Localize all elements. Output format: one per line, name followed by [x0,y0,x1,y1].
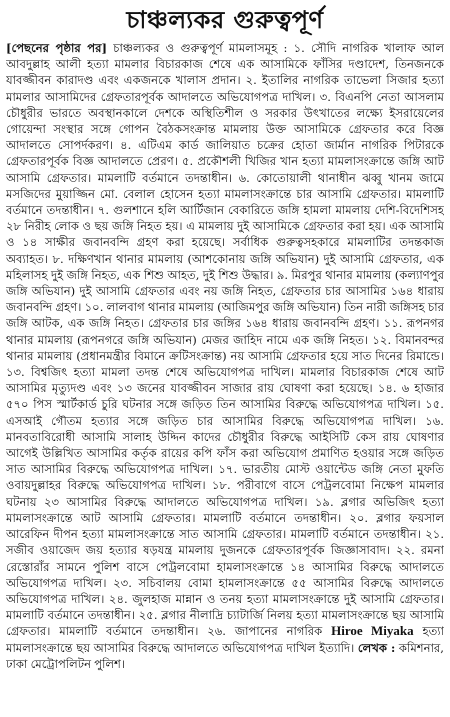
article-body-part-1: চাঞ্চল্যকর ও গুরুত্বপূর্ণ মামলাসমূহ : ১. সৌদি নাগরিক খালাফ আল আবদুল্লাহ আলী হত্যা মামলার বিচারকাজ শেষে এক আসামিকে ফাঁসির দণ্ডাদেশ, তিনজনকে যাবজ্জীবন কারাদণ্ড এবং একজনকে খালাস প্রদান। ২. ইতালির নাগরিক তাভেলা সিজার হত্যা মামলার আসামিদের গ্রেফতারপূর্বক আদালতে অভিযোগপত্র দাখিল। ৩. বিএনপি নেতা আসলাম চৌধুরীর ভারতে অবস্থানকালে দেশকে অস্থিতিশীল ও সরকার উৎখাতের লক্ষ্যে ইসরায়েলের গোয়েন্দা সংস্থার সঙ্গে গোপন বৈঠকসংক্রান্ত মামলায় উক্ত আসামিকে গ্রেফতার করে বিজ্ঞ আদালতে সোপর্দকরণ। ৪. এটিএম কার্ড জালিয়াত চক্রের হোতা জার্মান নাগরিক পিটারকে গ্রেফতারপূর্বক বিজ্ঞ আদালতে প্রেরণ। ৫. প্রকৌশলী খিজির খান হত্যা মামলাসংক্রান্তে জঙ্গি আট আসামি গ্রেফতার। মামলাটি বর্তমানে তদন্তাধীন। ৬. কোতোয়ালী থানাধীন ঝব্বু খানম জামে মসজিদের মুয়াজ্জিন মো. বেলাল হোসেন হত্যা মামলাসংক্রান্তে চার আসামি গ্রেফতার। মামলাটি বর্তমানে তদন্তাধীন। ৭. গুলশানে হলি আর্টিজান বেকারিতে জঙ্গি হামলা মামলায় দেশি-বিদেশিসহ ২৮ নিরীহ লোক ও ছয় জঙ্গি নিহত হয়। এ মামলায় দুই আসামিকে গ্রেফতার করা হয়। এক আসামি ও ১৪ সাক্ষীর জবানবন্দি গ্রহণ করা হয়েছে। সর্বাধিক গুরুত্বসহকারে মামলাটির তদন্তকাজ অব্যাহত। ৮. দক্ষিণখান থানার মামলায় (আশকোনায় জঙ্গি অভিযান) দুই আসামি গ্রেফতার, এক মহিলাসহ দুই জঙ্গি নিহত, এক শিশু আহত, দুই শিশু উদ্ধার। ৯. মিরপুর থানার মামলায় (কল্যাণপুর জঙ্গি অভিযান) দুই আসামি গ্রেফতার এবং নয় জঙ্গি নিহত, গ্রেফতার চার আসামির ১৬৪ ধারায় জবানবন্দি গ্রহণ। ১০. লালবাগ থানার মামলায় (আজিমপুর জঙ্গি অভিযান) তিন নারী জঙ্গিসহ চার জঙ্গি আটক, এক জঙ্গি নিহত। গ্রেফতার চার জঙ্গির ১৬৪ ধারায় জবানবন্দি গ্রহণ। ১১. রূপনগর থানার মামলায় (রূপনগরে জঙ্গি অভিযান) মেজর জাহিদ নামে এক জঙ্গি নিহত। ১২. বিমানবন্দর থানার মামলায় (প্রধানমন্ত্রীর বিমানে ক্রটিসংক্রান্ত) নয় আসামি গ্রেফতার হয়ে সাত দিনের রিমান্ডে। ১৩. বিশ্বজিৎ হত্যা মামলা তদন্ত শেষে অভিযোগপত্র দাখিল। মামলার বিচারকাজ শেষে আট আসামির মৃত্যুদণ্ড এবং ১৩ জনের যাবজ্জীবন সাজার রায় ঘোষণা করা হয়েছে। ১৪. ৬ হাজার ৫৭০ পিস স্মার্টকার্ড চুরি ঘটনার সঙ্গে জড়িত তিন আসামির বিরুদ্ধে অভিযোগপত্র দাখিল। ১৫. এসআই গৌতম হত্যার সঙ্গে জড়িত চার আসামির বিরুদ্ধে অভিযোগপত্র দাখিল। ১৬. মানবতাবিরোধী আসামি সালাহ উদ্দিন কাদের চৌধুরীর বিরুদ্ধে আইসিটি কেস রায় ঘোষণার আগেই উল্লিখিত আসামির কর্তৃক রায়ের কপি ফাঁস করা অভিযোগ প্রমাণিত হওয়ার সঙ্গে জড়িত সাত আসামির বিরুদ্ধে অভিযোগপত্র দাখিল। ১৭. ভারতীয় মোস্ট ওয়ান্টেড জঙ্গি নেতা মুফতি ওবায়দুল্লাহর বিরুদ্ধে অভিযোগপত্র দাখিল। ১৮. পরীবাগে বাসে পেট্রলবোমা নিক্ষেপ মামলার ঘটনায় ২৩ আসামির বিরুদ্ধে আদালতে অভিযোগপত্র দাখিল। ১৯. ব্লগার অভিজিৎ হত্যা মামলাসংক্রান্তে আট আসামি গ্রেফতার। মামলাটি বর্তমানে তদন্তাধীন। ২০. ব্লগার ফয়সাল আরেফিন দীপন হত্যা মামলাসংক্রান্তে সাত আসামি গ্রেফতার। মামলাটি বর্তমানে তদন্তাধীন। ২১. সজীব ওয়াজেদ জয় হত্যার ষড়যন্ত্র মামলায় দুজনকে গ্রেফতারপূর্বক জিজ্ঞাসাবাদ। ২২. রমনা রেস্তোরাঁর সামনে পুলিশ বাসে পেট্রলবোমা হামলাসংক্রান্তে ১৪ আসামির বিরুদ্ধে আদালতে অভিযোগপত্র দাখিল। ২৩. সচিবালয় বোমা হামলাসংক্রান্তে ৫৫ আসামির বিরুদ্ধে আদালতে অভিযোগপত্র দাখিল। ২৪. জুলহাজ মান্নান ও তনয় হত্যা মামলাসংক্রান্তে দুই আসামি গ্রেফতার। মামলাটি বর্তমানে তদন্তাধীন। ২৫. ব্লগার নীলাদ্রি চ্যাটার্জি নিলয় হত্যা মামলাসংক্রান্তে ছয় আসামি গ্রেফতার। মামলাটি বর্তমানে তদন্তাধীন। ২৬. জাপানের নাগরিক [6,41,444,639]
article-body [6,40,444,716]
roman-name: Hiroe Miyaka [331,623,414,639]
byline-text: কমিশনার, ঢাকা মেট্রোপলিটন পুলিশ। [6,640,444,671]
article-headline: চাঞ্চল্যকর গুরুত্বপূর্ণ [126,6,324,34]
continued-from-label: [পেছনের পৃষ্ঠার পর] [6,41,108,55]
article-body-part-2: হত্যা মামলাসংক্রান্তে ছয় আসামির বিরুদ্ধে আদালতে অভিযোগপত্র দাখিল ইত্যাদি। [6,624,444,655]
byline-label: লেখক : [357,640,396,655]
